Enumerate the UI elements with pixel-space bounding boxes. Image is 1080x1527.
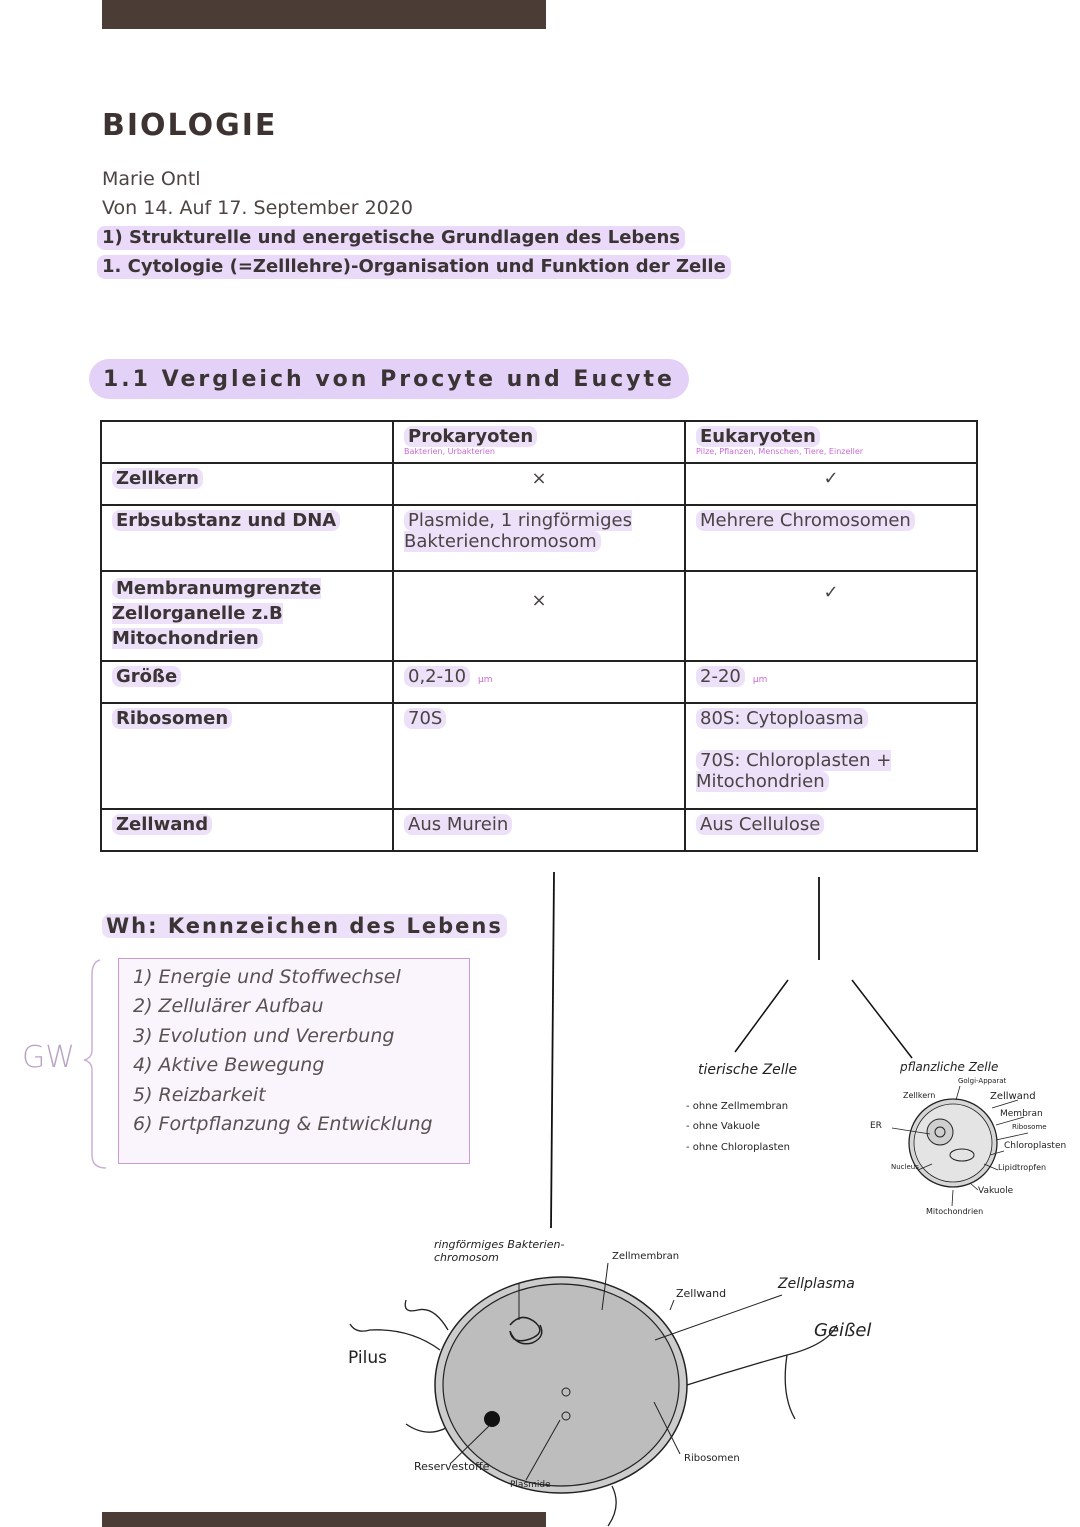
cell-value: Aus Murein: [404, 814, 512, 835]
row-label: Erbsubstanz und DNA: [112, 510, 340, 531]
branch-line: [852, 980, 912, 1058]
plant-label: Chloroplasten: [1004, 1141, 1067, 1151]
plant-label: Nucleus: [891, 1163, 919, 1171]
cell-value: 70S: [404, 708, 446, 729]
plant-label: Membran: [1000, 1109, 1043, 1119]
author: Marie Ontl: [102, 168, 201, 190]
label-flagellum: Geißel: [814, 1320, 872, 1341]
list-item: 5) Reizbarkeit: [133, 1083, 266, 1106]
plant-label: Zellwand: [990, 1091, 1036, 1102]
col-prokaryoten-label: Prokaryoten: [404, 426, 537, 447]
label-chromosome: ringförmiges Bakterien-chromosom: [434, 1238, 565, 1264]
row-label: Zellkern: [112, 468, 203, 489]
col-eukaryoten-label: Eukaryoten: [696, 426, 820, 447]
label-ribosomes: Ribosomen: [684, 1453, 740, 1464]
topic-heading-1: 1) Strukturelle und energetische Grundlagen des Lebens: [97, 226, 685, 250]
bacterium-icon: [350, 1263, 837, 1526]
list-item: 2) Zellulärer Aufbau: [133, 995, 324, 1018]
row-label: Größe: [112, 666, 181, 687]
animal-cell-title: tierische Zelle: [698, 1062, 798, 1078]
plant-label: Golgi-Apparat: [958, 1077, 1007, 1085]
check-mark: ✓: [685, 463, 977, 505]
branch-line: [735, 980, 788, 1052]
list-item: 1) Energie und Stoffwechsel: [133, 966, 401, 988]
plant-label: Zellkern: [903, 1091, 936, 1100]
plant-label: Ribosome: [1012, 1123, 1047, 1131]
cross-mark: ×: [393, 571, 685, 661]
label-pilus: Pilus: [348, 1348, 387, 1368]
label-plasma: Zellplasma: [778, 1276, 855, 1292]
check-mark: ✓: [685, 571, 977, 661]
label-plasmids: Plasmide: [510, 1480, 551, 1490]
label-storage: Reservestoffe: [414, 1460, 490, 1473]
plant-label: Lipidtropfen: [998, 1163, 1047, 1172]
plant-cell-title: pflanzliche Zelle: [900, 1060, 999, 1074]
cell-value: 70S: Chloroplasten + Mitochondrien: [696, 750, 892, 792]
topic-heading-2: 1. Cytologie (=Zelllehre)-Organisation und Funktion der Zelle: [97, 255, 731, 279]
cross-mark: ×: [393, 463, 685, 505]
page-title: BIOLOGIE: [102, 108, 278, 143]
label-wall: Zellwand: [676, 1287, 727, 1300]
animal-note: - ohne Vakuole: [686, 1121, 760, 1132]
unit-label: µm: [478, 675, 493, 685]
list-item: 3) Evolution und Vererbung: [133, 1024, 395, 1047]
animal-note: - ohne Chloroplasten: [686, 1142, 791, 1153]
label-membrane: Zellmembran: [612, 1251, 680, 1262]
section-title: 1.1 Vergleich von Procyte und Eucyte: [89, 359, 689, 399]
col-eukaryoten-note: Pilze, Pflanzen, Menschen, Tiere, Einzeller: [696, 447, 864, 456]
plant-label: Vakuole: [978, 1186, 1014, 1196]
plant-label: Mitochondrien: [926, 1207, 984, 1216]
cell-value: Plasmide, 1 ringförmiges Bakterienchromosom: [404, 510, 632, 552]
date: Von 14. Auf 17. September 2020: [102, 197, 413, 219]
kennzeichen-title: Wh: Kennzeichen des Lebens: [102, 914, 507, 938]
cell-value: 0,2-10: [404, 666, 470, 687]
cell-value: 2-20: [696, 666, 745, 687]
row-label: Ribosomen: [112, 708, 232, 729]
list-item: 4) Aktive Bewegung: [133, 1054, 325, 1077]
brace-icon: [84, 960, 106, 1168]
unit-label: µm: [752, 675, 768, 685]
cell-value: Aus Cellulose: [696, 814, 824, 835]
gw-label: GW: [22, 1040, 75, 1075]
cell-value: Mehrere Chromosomen: [696, 510, 915, 531]
row-label: Zellwand: [112, 814, 212, 835]
cell-value: 80S: Cytoploasma: [696, 708, 868, 729]
col-prokaryoten-note: Bakterien, Urbakterien: [404, 447, 495, 456]
list-item: 6) Fortpflanzung & Entwicklung: [133, 1113, 433, 1136]
plant-label: ER: [870, 1121, 882, 1131]
animal-note: - ohne Zellmembran: [686, 1101, 789, 1112]
bottom-bar: [102, 1512, 546, 1527]
row-label: Membranumgrenzte Zellorganelle z.B Mitochondrien: [112, 578, 322, 649]
divider-line: [551, 872, 554, 1228]
